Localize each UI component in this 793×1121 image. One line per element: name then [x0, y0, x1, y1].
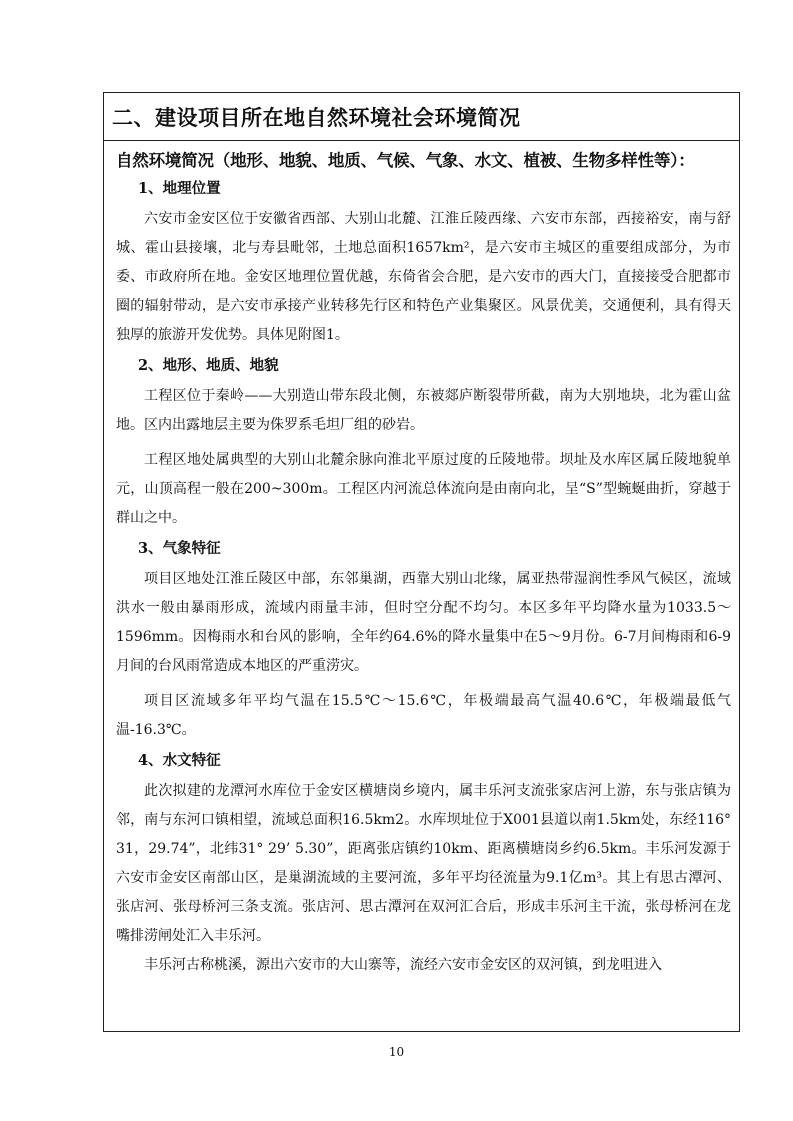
- paragraph-terrain-1: 工程区位于秦岭——大别造山带东段北侧，东被郯庐断裂带所截，南为大别地块，北为霍山盆地。区内出露地层主要为侏罗系毛坦厂组的砂岩。: [116, 388, 731, 433]
- document-frame: [103, 92, 740, 1032]
- paragraph-terrain-2: 工程区地处属典型的大别山北麓余脉向淮北平原过度的丘陵地带。坝址及水库区属丘陵地貌单元，山顶高程一般在200~300m。工程区内河流总体流向是由南向北，呈“S”型蜿蜒曲折，穿越于群山之中。: [116, 452, 731, 526]
- section-content: [116, 147, 731, 980]
- heading-terrain-geology: 2、地形、地质、地貌: [138, 357, 279, 374]
- paragraph-climate-2: 项目区流域多年平均气温在15.5℃～15.6℃，年极端最高气温40.6℃，年极端最低气温-16.3℃。: [116, 693, 731, 738]
- section-title-row: [104, 93, 739, 141]
- heading-climate: 3、气象特征: [138, 540, 221, 557]
- section-title: 二、建设项目所在地自然环境社会环境简况: [112, 105, 521, 130]
- intro-heading: 自然环境简况（地形、地貌、地质、气候、气象、水文、植被、生物多样性等）：: [116, 151, 695, 170]
- heading-geographic-location: 1、地理位置: [138, 180, 221, 197]
- paragraph-hydrology-2: 丰乐河古称桃溪，源出六安市的大山寨等，流经六安市金安区的双河镇，到龙咀进入: [144, 957, 662, 973]
- heading-hydrology: 4、水文特征: [138, 752, 221, 769]
- page-number: 10: [388, 1045, 405, 1059]
- paragraph-climate-1: 项目区地处江淮丘陵区中部，东邻巢湖，西靠大别山北缘，属亚热带湿润性季风气候区，流域洪水一般由暴雨形成，流域内雨量丰沛，但时空分配不均匀。本区多年平均降水量为1033.5～1596mm。因梅雨水和台风的影响，全年约64.6%的降水量集中在5～9月份。6-7月间梅雨和6-9月间的台风雨常造成本地区的严重涝灾。: [116, 571, 731, 674]
- paragraph-geographic-location: 六安市金安区位于安徽省西部、大别山北麓、江淮丘陵西缘、六安市东部，西接裕安，南与舒城、霍山县接壤，北与寿县毗邻，土地总面积1657km²，是六安市主城区的重要组成部分，为市委、市政府所在地。金安区地理位置优越，东倚省会合肥，是六安市的西大门，直接接受合肥都市圈的辐射带动，是六安市承接产业转移先行区和特色产业集聚区。风景优美，交通便利，具有得天独厚的旅游开发优势。具体见附图1。: [116, 211, 731, 343]
- paragraph-hydrology-1: 此次拟建的龙潭河水库位于金安区横塘岗乡境内，属丰乐河支流张家店河上游，东与张店镇为邻，南与东河口镇相望，流域总面积16.5km2。水库坝址位于X001县道以南1.5km处，东经116° 31，29.74”，北纬31° 29’ 5.30”，距离张店镇约10km、距离横塘岗乡约6.5km。丰乐河发源于六安市金安区南部山区，是巢湖流域的主要河流，多年平均径流量为9.1亿m³。其上有思古潭河、张店河、张母桥河三条支流。张店河、思古潭河在双河汇合后，形成丰乐河主干流，张母桥河在龙嘴排涝闸处汇入丰乐河。: [116, 783, 731, 944]
